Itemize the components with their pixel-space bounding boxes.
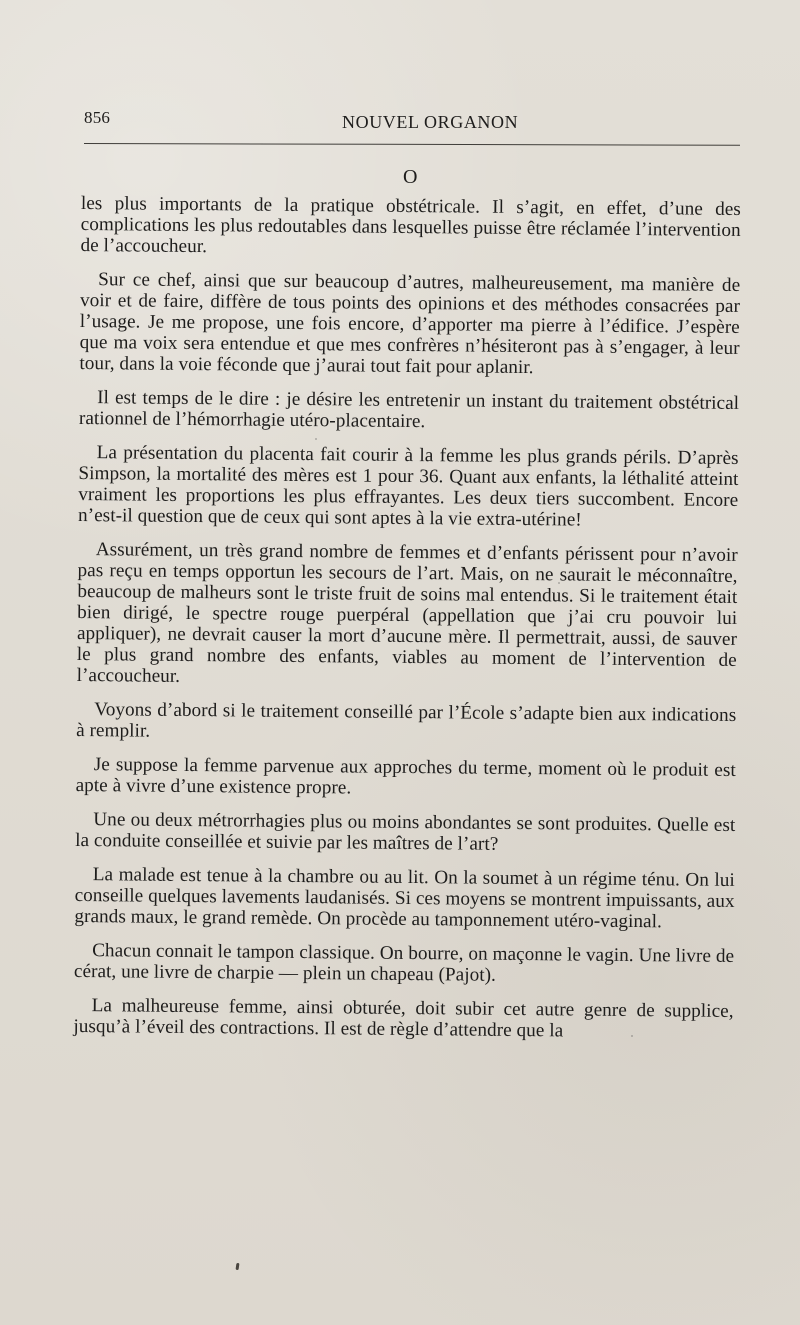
section-mark: O bbox=[403, 166, 418, 188]
printer-mark bbox=[236, 1263, 240, 1270]
paragraph-10: Chacun connait le tampon classique. On bourre, on maçonne le vagin. Une livre de cérat, une livre de charpie — plein un chapeau (Pajot). bbox=[73, 940, 735, 986]
paragraph-11: La malheureuse femme, ainsi obturée, doit subir cet autre genre de supplice, jusqu’à l’éveil des contractions. Il est de règle d’attendre que la bbox=[73, 995, 734, 1042]
paragraph-7: Je suppose la femme parvenue aux approches du terme, moment où le produit est apte à vivre d’une existence propre. bbox=[75, 754, 736, 799]
paragraph-6: Voyons d’abord si le traitement conseillé par l’École s’adapte bien aux indications à remplir. bbox=[76, 699, 737, 742]
paragraph-9: La malade est tenue à la chambre ou au lit. On la soumet à un régime ténu. On lui conseille quelques lavements laudanisés. Si ces moyens se montrent impuissants, aux grands maux, le grand remède. On procède au tamponnement utéro-vaginal. bbox=[74, 864, 735, 933]
paragraph-2: Sur ce chef, ainsi que sur beaucoup d’autres, malheureusement, ma manière de voir et de faire, diffère de tous points des opinions et des méthodes consacrées par l’usage. Je me propose, une fois encore, d’apporter ma pierre à l’édifice. J’espère que ma voix sera entendue et que mes confrères n’hésiteront pas à s’engager, à leur tour, dans la voie féconde que j’aurai tout fait pour aplanir. bbox=[79, 269, 741, 379]
paragraph-4: La présentation du placenta fait courir à la femme les plus grands périls. D’après Simpson, la mortalité des mères est 1 pour 36. Quant aux enfants, la léthalité atteint vraiment les proportions les plus effrayantes. Les deux tiers succombent. Encore n’est-il question que de ceux qui sont aptes à la vie extra-utérine! bbox=[77, 442, 739, 531]
page-header bbox=[84, 108, 744, 138]
paper-speck bbox=[315, 438, 317, 440]
paper-speck bbox=[631, 1035, 633, 1037]
paragraph-3: Il est temps de le dire : je désire les entretenir un instant du traitement obstétrical rationnel de l’hémorrhagie utéro-placentaire. bbox=[78, 387, 740, 433]
running-title: NOUVEL ORGANON bbox=[342, 112, 519, 132]
header-rule bbox=[84, 143, 740, 146]
paragraph-5: Assurément, un très grand nombre de femmes et d’enfants périssent pour n’avoir pas reçu en temps opportun les secours de l’art. Mais, on ne saurait le méconnaître, beaucoup de malheurs sont le triste fruit de soins mal entendus. Si le traitement était bien dirigé, le spectre rouge puerpéral (appellation que j’ai cru pouvoir lui appliquer), ne devrait causer la mort d’aucune mère. Il permettrait, aussi, de sauver le plus grand nombre des enfants, viables au moment de l’intervention de l’accoucheur. bbox=[76, 539, 738, 687]
paper-speck bbox=[558, 582, 560, 584]
page-body bbox=[73, 193, 741, 1043]
paragraph-1: les plus importants de la pratique obstétricale. Il s’agit, en effet, d’une des complications les plus redoutables dans lesquelles puisse être réclamée l’intervention de l’accoucheur. bbox=[80, 193, 741, 258]
paragraph-8: Une ou deux métrorrhagies plus ou moins abondantes se sont produites. Quelle est la conduite conseillée et suivie par les maîtres de l’art? bbox=[75, 809, 736, 855]
page-number: 856 bbox=[84, 108, 111, 127]
